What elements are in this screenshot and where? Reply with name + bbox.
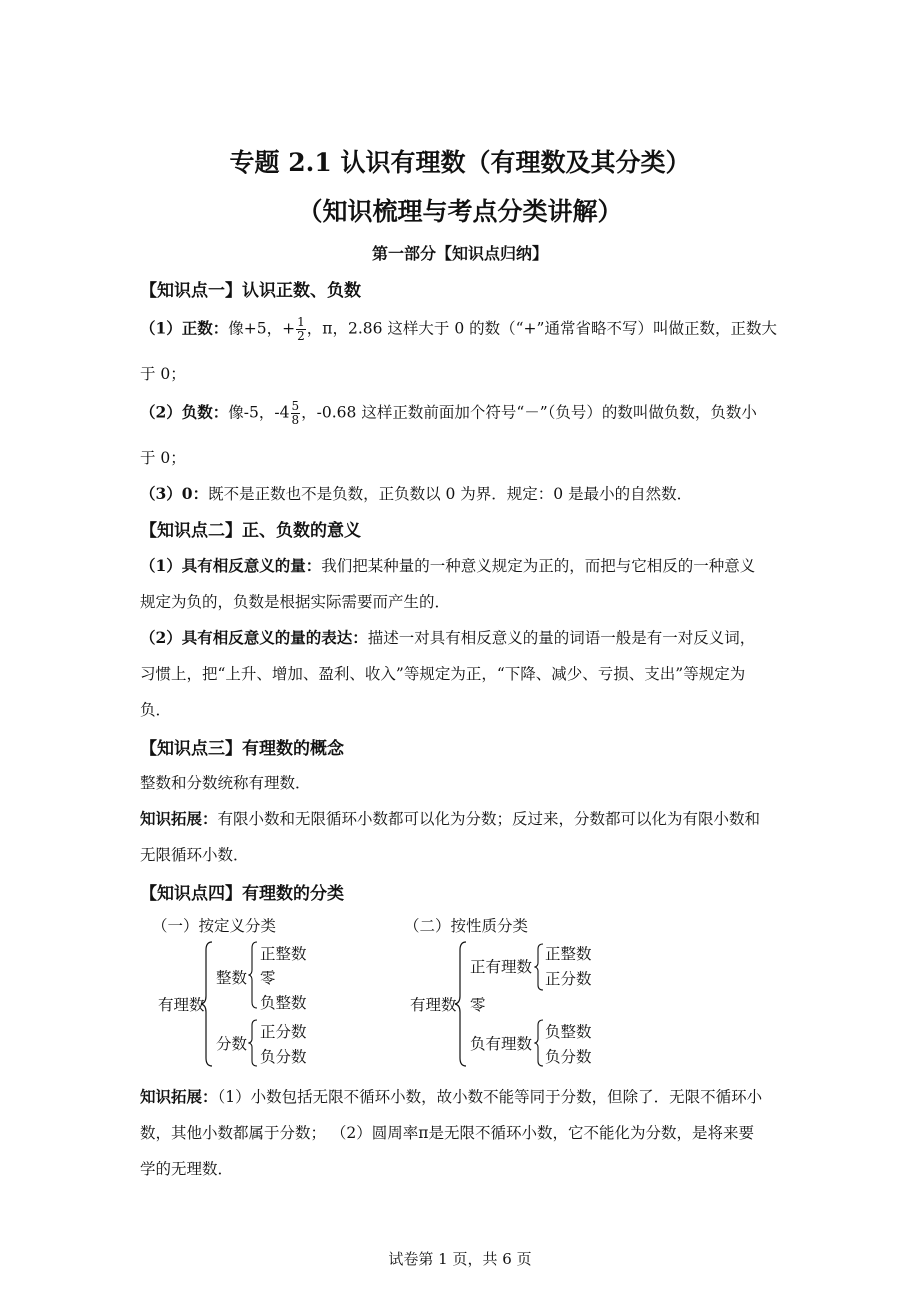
- left-caption: （一）按定义分类: [152, 917, 277, 935]
- page-footer: 试卷第 1 页，共 6 页: [388, 1250, 532, 1268]
- title-line-1: 专题 2.1 认识有理数（有理数及其分类）: [229, 148, 691, 177]
- kp2-p1-line2: 规定为负的，负数是根据实际需要而产生的．: [140, 593, 451, 611]
- kp4-ext-line2: 数，其他小数都属于分数； （2）圆周率π是无限不循环小数，它不能化为分数，是将来要: [140, 1124, 754, 1142]
- kp1-p1-label: （1）正数：: [140, 318, 229, 338]
- fraction-numerator: 5: [291, 399, 300, 413]
- kp1-p1-line1: [140, 316, 777, 343]
- kp3-p1: 整数和分数统称有理数．: [140, 774, 311, 792]
- title-line-2: （知识梳理与考点分类讲解）: [297, 197, 623, 226]
- left-item-zero: 零: [260, 969, 276, 987]
- kp3-ext-label: 知识拓展：: [140, 809, 218, 828]
- right-root-brace: [454, 940, 468, 1068]
- fraction-denominator: 2: [297, 329, 305, 343]
- left-root: 有理数: [158, 996, 205, 1014]
- kp4-ext-line3: 学的无理数．: [140, 1160, 234, 1178]
- kp1-p3-text: 既不是正数也不是负数，正负数以 0 为界．规定：0 是最小的自然数．: [208, 485, 693, 503]
- kp1-p2-a: 像-5，-4: [228, 403, 290, 422]
- left-item-positive-fraction: 正分数: [260, 1023, 307, 1041]
- kp2-heading: 【知识点二】正、负数的意义: [140, 521, 361, 541]
- kp4-ext-line1: [140, 1085, 762, 1107]
- right-item-negative-fraction: 负分数: [545, 1048, 592, 1066]
- left-item-positive-integer: 正整数: [260, 945, 307, 963]
- kp2-p2-line1: [140, 626, 755, 648]
- fraction-denominator: 8: [291, 413, 300, 427]
- kp1-p1-a: 像+5，+: [228, 319, 296, 338]
- left-group-integers: 整数: [216, 969, 248, 987]
- right-negative-brace: [534, 1018, 544, 1068]
- right-group-negative: 负有理数: [470, 1035, 533, 1053]
- kp2-p1-a: 我们把某种量的一种意义规定为正的，而把与它相反的一种意义: [321, 557, 756, 575]
- kp3-heading: 【知识点三】有理数的概念: [140, 739, 344, 759]
- kp1-p3-label: （3）0：: [140, 484, 209, 503]
- left-item-negative-fraction: 负分数: [260, 1048, 307, 1066]
- left-item-negative-integer: 负整数: [260, 994, 307, 1012]
- right-item-positive-integer: 正整数: [545, 945, 592, 963]
- kp2-p2-line2: 习惯上，把“上升、增加、盈利、收入”等规定为正，“下降、减少、亏损、支出”等规定为: [140, 665, 746, 683]
- left-integer-brace: [248, 940, 258, 1010]
- left-fraction-brace: [248, 1018, 258, 1068]
- kp3-ext-line1: [140, 807, 760, 829]
- kp4-heading: 【知识点四】有理数的分类: [140, 884, 344, 904]
- left-root-brace: [200, 940, 214, 1068]
- right-item-zero: 零: [470, 996, 486, 1014]
- right-caption: （二）按性质分类: [404, 917, 529, 935]
- kp2-p2-a: 描述一对具有相反意义的量的词语一般是有一对反义词，: [367, 629, 756, 647]
- right-group-positive: 正有理数: [470, 958, 533, 976]
- right-item-positive-fraction: 正分数: [545, 970, 592, 988]
- kp1-p1-line2: 于 0；: [140, 365, 186, 383]
- kp1-heading: 【知识点一】认识正数、负数: [140, 281, 361, 301]
- fraction-five-eighths: [291, 400, 301, 427]
- kp1-p3: [140, 482, 692, 504]
- kp4-ext-label: 知识拓展：: [140, 1087, 218, 1106]
- kp1-p1-b: ，π，2.86 这样大于 0 的数（“+”通常省略不写）叫做正数，正数大: [306, 319, 777, 338]
- kp1-p2-b: ，-0.68 这样正数前面加个符号“－”（负号）的数叫做负数，负数小: [301, 403, 757, 422]
- kp1-p2-line2: 于 0；: [140, 449, 186, 467]
- kp2-p1-label: （1）具有相反意义的量：: [140, 556, 322, 575]
- fraction-one-half: [296, 316, 306, 343]
- right-positive-brace: [534, 942, 544, 992]
- kp2-p1-line1: [140, 554, 755, 576]
- part-heading: 第一部分【知识点归纳】: [371, 244, 548, 263]
- right-item-negative-integer: 负整数: [545, 1023, 592, 1041]
- kp2-p2-line3: 负．: [140, 701, 172, 719]
- right-root: 有理数: [410, 996, 457, 1014]
- kp1-p2-line1: [140, 400, 757, 427]
- left-group-fractions: 分数: [216, 1035, 248, 1053]
- kp3-ext-line2: 无限循环小数．: [140, 846, 249, 864]
- fraction-numerator: 1: [297, 315, 305, 329]
- kp4-ext-a: （1）小数包括无限不循环小数，故小数不能等同于分数，但除了．无限不循环小: [217, 1088, 763, 1106]
- kp2-p2-label: （2）具有相反意义的量的表达：: [140, 628, 368, 647]
- kp1-p2-label: （2）负数：: [140, 402, 229, 422]
- kp3-ext-a: 有限小数和无限循环小数都可以化为分数；反过来，分数都可以化为有限小数和: [217, 810, 761, 828]
